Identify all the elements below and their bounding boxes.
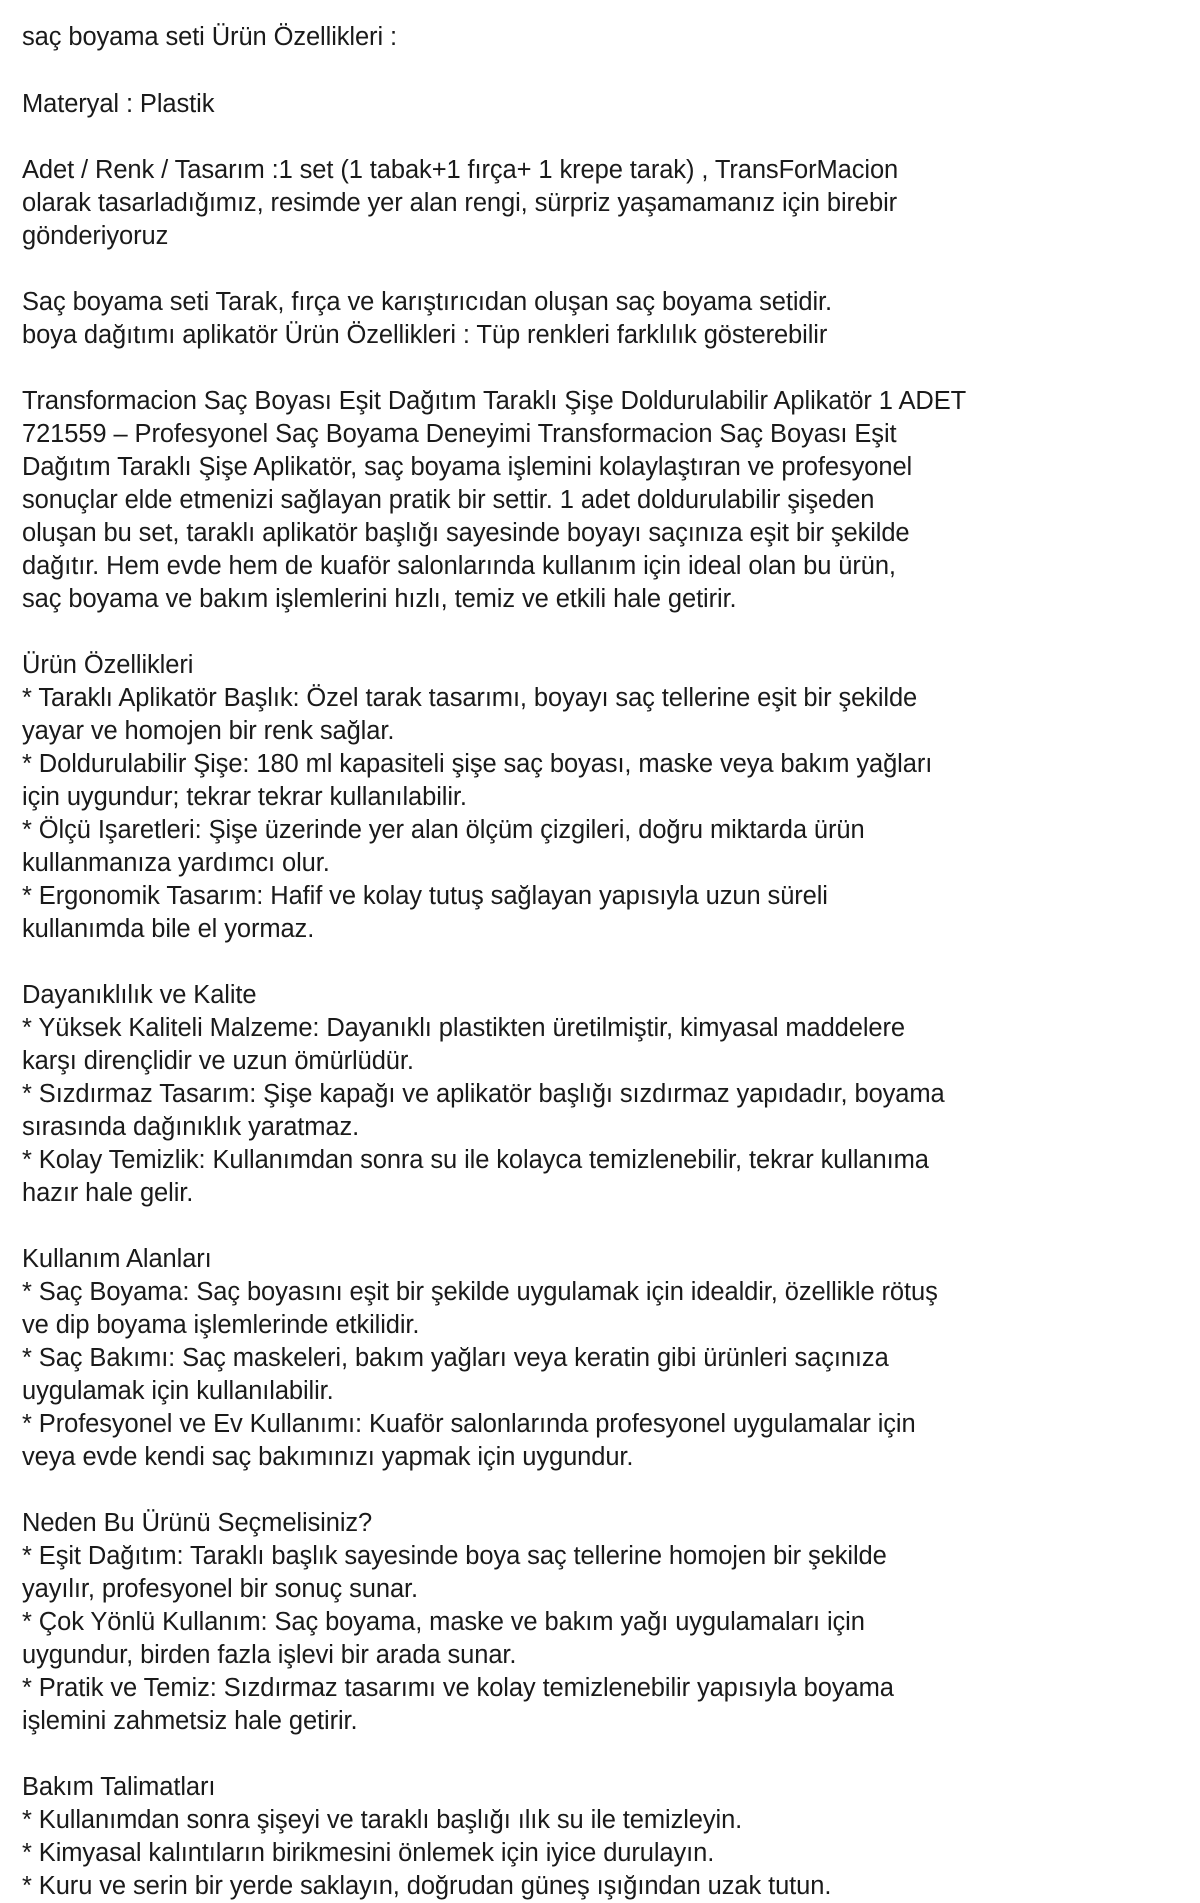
- text-line: * Yüksek Kaliteli Malzeme: Dayanıklı plastikten üretilmiştir, kimyasal maddelere: [22, 1014, 905, 1042]
- care-instructions-section: [22, 1771, 1062, 1903]
- why-choose-section: [22, 1507, 1062, 1738]
- text-line: * Profesyonel ve Ev Kullanımı: Kuaför salonlarında profesyonel uygulamalar için: [22, 1410, 916, 1438]
- set-contents-paragraph: [22, 286, 1062, 352]
- text-line: olarak tasarladığımız, resimde yer alan rengi, sürpriz yaşamamanız için birebir: [22, 189, 898, 217]
- text-line: kullanmanıza yardımcı olur.: [22, 849, 330, 877]
- text-line: Adet / Renk / Tasarım :1 set (1 tabak+1 fırça+ 1 krepe tarak) , TransForMacion: [22, 156, 899, 184]
- text-line: * Ergonomik Tasarım: Hafif ve kolay tutuş sağlayan yapısıyla uzun süreli: [22, 882, 828, 910]
- main-description-paragraph: [22, 385, 1062, 616]
- quantity-color-design-paragraph: [22, 154, 1062, 253]
- text-line: yayılır, profesyonel bir sonuç sunar.: [22, 1575, 419, 1603]
- text-line: Dayanıklılık ve Kalite: [22, 981, 257, 1009]
- text-line: * Eşit Dağıtım: Taraklı başlık sayesinde boya saç tellerine homojen bir şekilde: [22, 1542, 887, 1570]
- paragraph-spacer: [22, 1738, 1062, 1771]
- paragraph-spacer: [22, 1474, 1062, 1507]
- paragraph-spacer: [22, 616, 1062, 649]
- text-line: * Kolay Temizlik: Kullanımdan sonra su ile kolayca temizlenebilir, tekrar kullanıma: [22, 1146, 929, 1174]
- text-line: * Pratik ve Temiz: Sızdırmaz tasarımı ve kolay temizlenebilir yapısıyla boyama: [22, 1674, 894, 1702]
- text-line: * Çok Yönlü Kullanım: Saç boyama, maske ve bakım yağı uygulamaları için: [22, 1608, 865, 1636]
- text-line: * Kimyasal kalıntıların birikmesini önlemek için iyice durulayın.: [22, 1839, 715, 1867]
- text-line: işlemini zahmetsiz hale getirir.: [22, 1707, 358, 1735]
- text-line: sonuçlar elde etmenizi sağlayan pratik bir settir. 1 adet doldurulabilir şişeden: [22, 486, 875, 514]
- paragraph-spacer: [22, 121, 1062, 154]
- text-line: saç boyama ve bakım işlemlerini hızlı, temiz ve etkili hale getirir.: [22, 585, 737, 613]
- text-line: karşı dirençlidir ve uzun ömürlüdür.: [22, 1047, 414, 1075]
- text-line: gönderiyoruz: [22, 222, 169, 250]
- text-line: * Doldurulabilir Şişe: 180 ml kapasiteli şişe saç boyası, maske veya bakım yağları: [22, 750, 933, 778]
- product-features-heading: [22, 20, 1062, 54]
- text-line: Ürün Özellikleri: [22, 651, 194, 679]
- text-line: * Taraklı Aplikatör Başlık: Özel tarak tasarımı, boyayı saç tellerine eşit bir şekilde: [22, 684, 918, 712]
- text-line: saç boyama seti Ürün Özellikleri :: [22, 23, 397, 51]
- product-description-body: [22, 20, 1062, 1903]
- paragraph-spacer: [22, 1210, 1062, 1243]
- text-line: veya evde kendi saç bakımınızı yapmak için uygundur.: [22, 1443, 634, 1471]
- text-line: * Kuru ve serin bir yerde saklayın, doğrudan güneş ışığından uzak tutun.: [22, 1872, 832, 1900]
- text-line: uygulamak için kullanılabilir.: [22, 1377, 334, 1405]
- paragraph-spacer: [22, 352, 1062, 385]
- text-line: hazır hale gelir.: [22, 1179, 194, 1207]
- text-line: 721559 – Profesyonel Saç Boyama Deneyimi Transformacion Saç Boyası Eşit: [22, 420, 897, 448]
- text-line: sırasında dağınıklık yaratmaz.: [22, 1113, 360, 1141]
- text-line: dağıtır. Hem evde hem de kuaför salonlarında kullanım için ideal olan bu ürün,: [22, 552, 896, 580]
- text-line: * Saç Bakımı: Saç maskeleri, bakım yağları veya keratin gibi ürünleri saçınıza: [22, 1344, 889, 1372]
- text-line: Bakım Talimatları: [22, 1773, 216, 1801]
- text-line: uygundur, birden fazla işlevi bir arada sunar.: [22, 1641, 517, 1669]
- text-line: Saç boyama seti Tarak, fırça ve karıştırıcıdan oluşan saç boyama setidir.: [22, 288, 833, 316]
- paragraph-spacer: [22, 54, 1062, 87]
- text-line: ve dip boyama işlemlerinde etkilidir.: [22, 1311, 420, 1339]
- paragraph-spacer: [22, 253, 1062, 286]
- text-line: * Saç Boyama: Saç boyasını eşit bir şekilde uygulamak için idealdir, özellikle rötuş: [22, 1278, 938, 1306]
- paragraph-spacer: [22, 946, 1062, 979]
- text-line: için uygundur; tekrar tekrar kullanılabilir.: [22, 783, 467, 811]
- text-line: Materyal : Plastik: [22, 90, 215, 118]
- text-line: * Kullanımdan sonra şişeyi ve taraklı başlığı ılık su ile temizleyin.: [22, 1806, 743, 1834]
- text-line: boya dağıtımı aplikatör Ürün Özellikleri : Tüp renkleri farklılık gösterebilir: [22, 321, 828, 349]
- text-line: * Sızdırmaz Tasarım: Şişe kapağı ve aplikatör başlığı sızdırmaz yapıdadır, boyama: [22, 1080, 945, 1108]
- text-line: kullanımda bile el yormaz.: [22, 915, 315, 943]
- material-line: [22, 87, 1062, 121]
- product-features-section: [22, 649, 1062, 946]
- text-line: * Ölçü Işaretleri: Şişe üzerinde yer alan ölçüm çizgileri, doğru miktarda ürün: [22, 816, 865, 844]
- usage-areas-section: [22, 1243, 1062, 1474]
- text-line: Kullanım Alanları: [22, 1245, 212, 1273]
- text-line: oluşan bu set, taraklı aplikatör başlığı sayesinde boyayı saçınıza eşit bir şekilde: [22, 519, 910, 547]
- text-line: yayar ve homojen bir renk sağlar.: [22, 717, 395, 745]
- text-line: Dağıtım Taraklı Şişe Aplikatör, saç boyama işlemini kolaylaştıran ve profesyonel: [22, 453, 913, 481]
- text-line: Neden Bu Ürünü Seçmelisiniz?: [22, 1509, 373, 1537]
- text-line: Transformacion Saç Boyası Eşit Dağıtım Taraklı Şişe Doldurulabilir Aplikatör 1 ADET: [22, 387, 967, 415]
- durability-quality-section: [22, 979, 1062, 1210]
